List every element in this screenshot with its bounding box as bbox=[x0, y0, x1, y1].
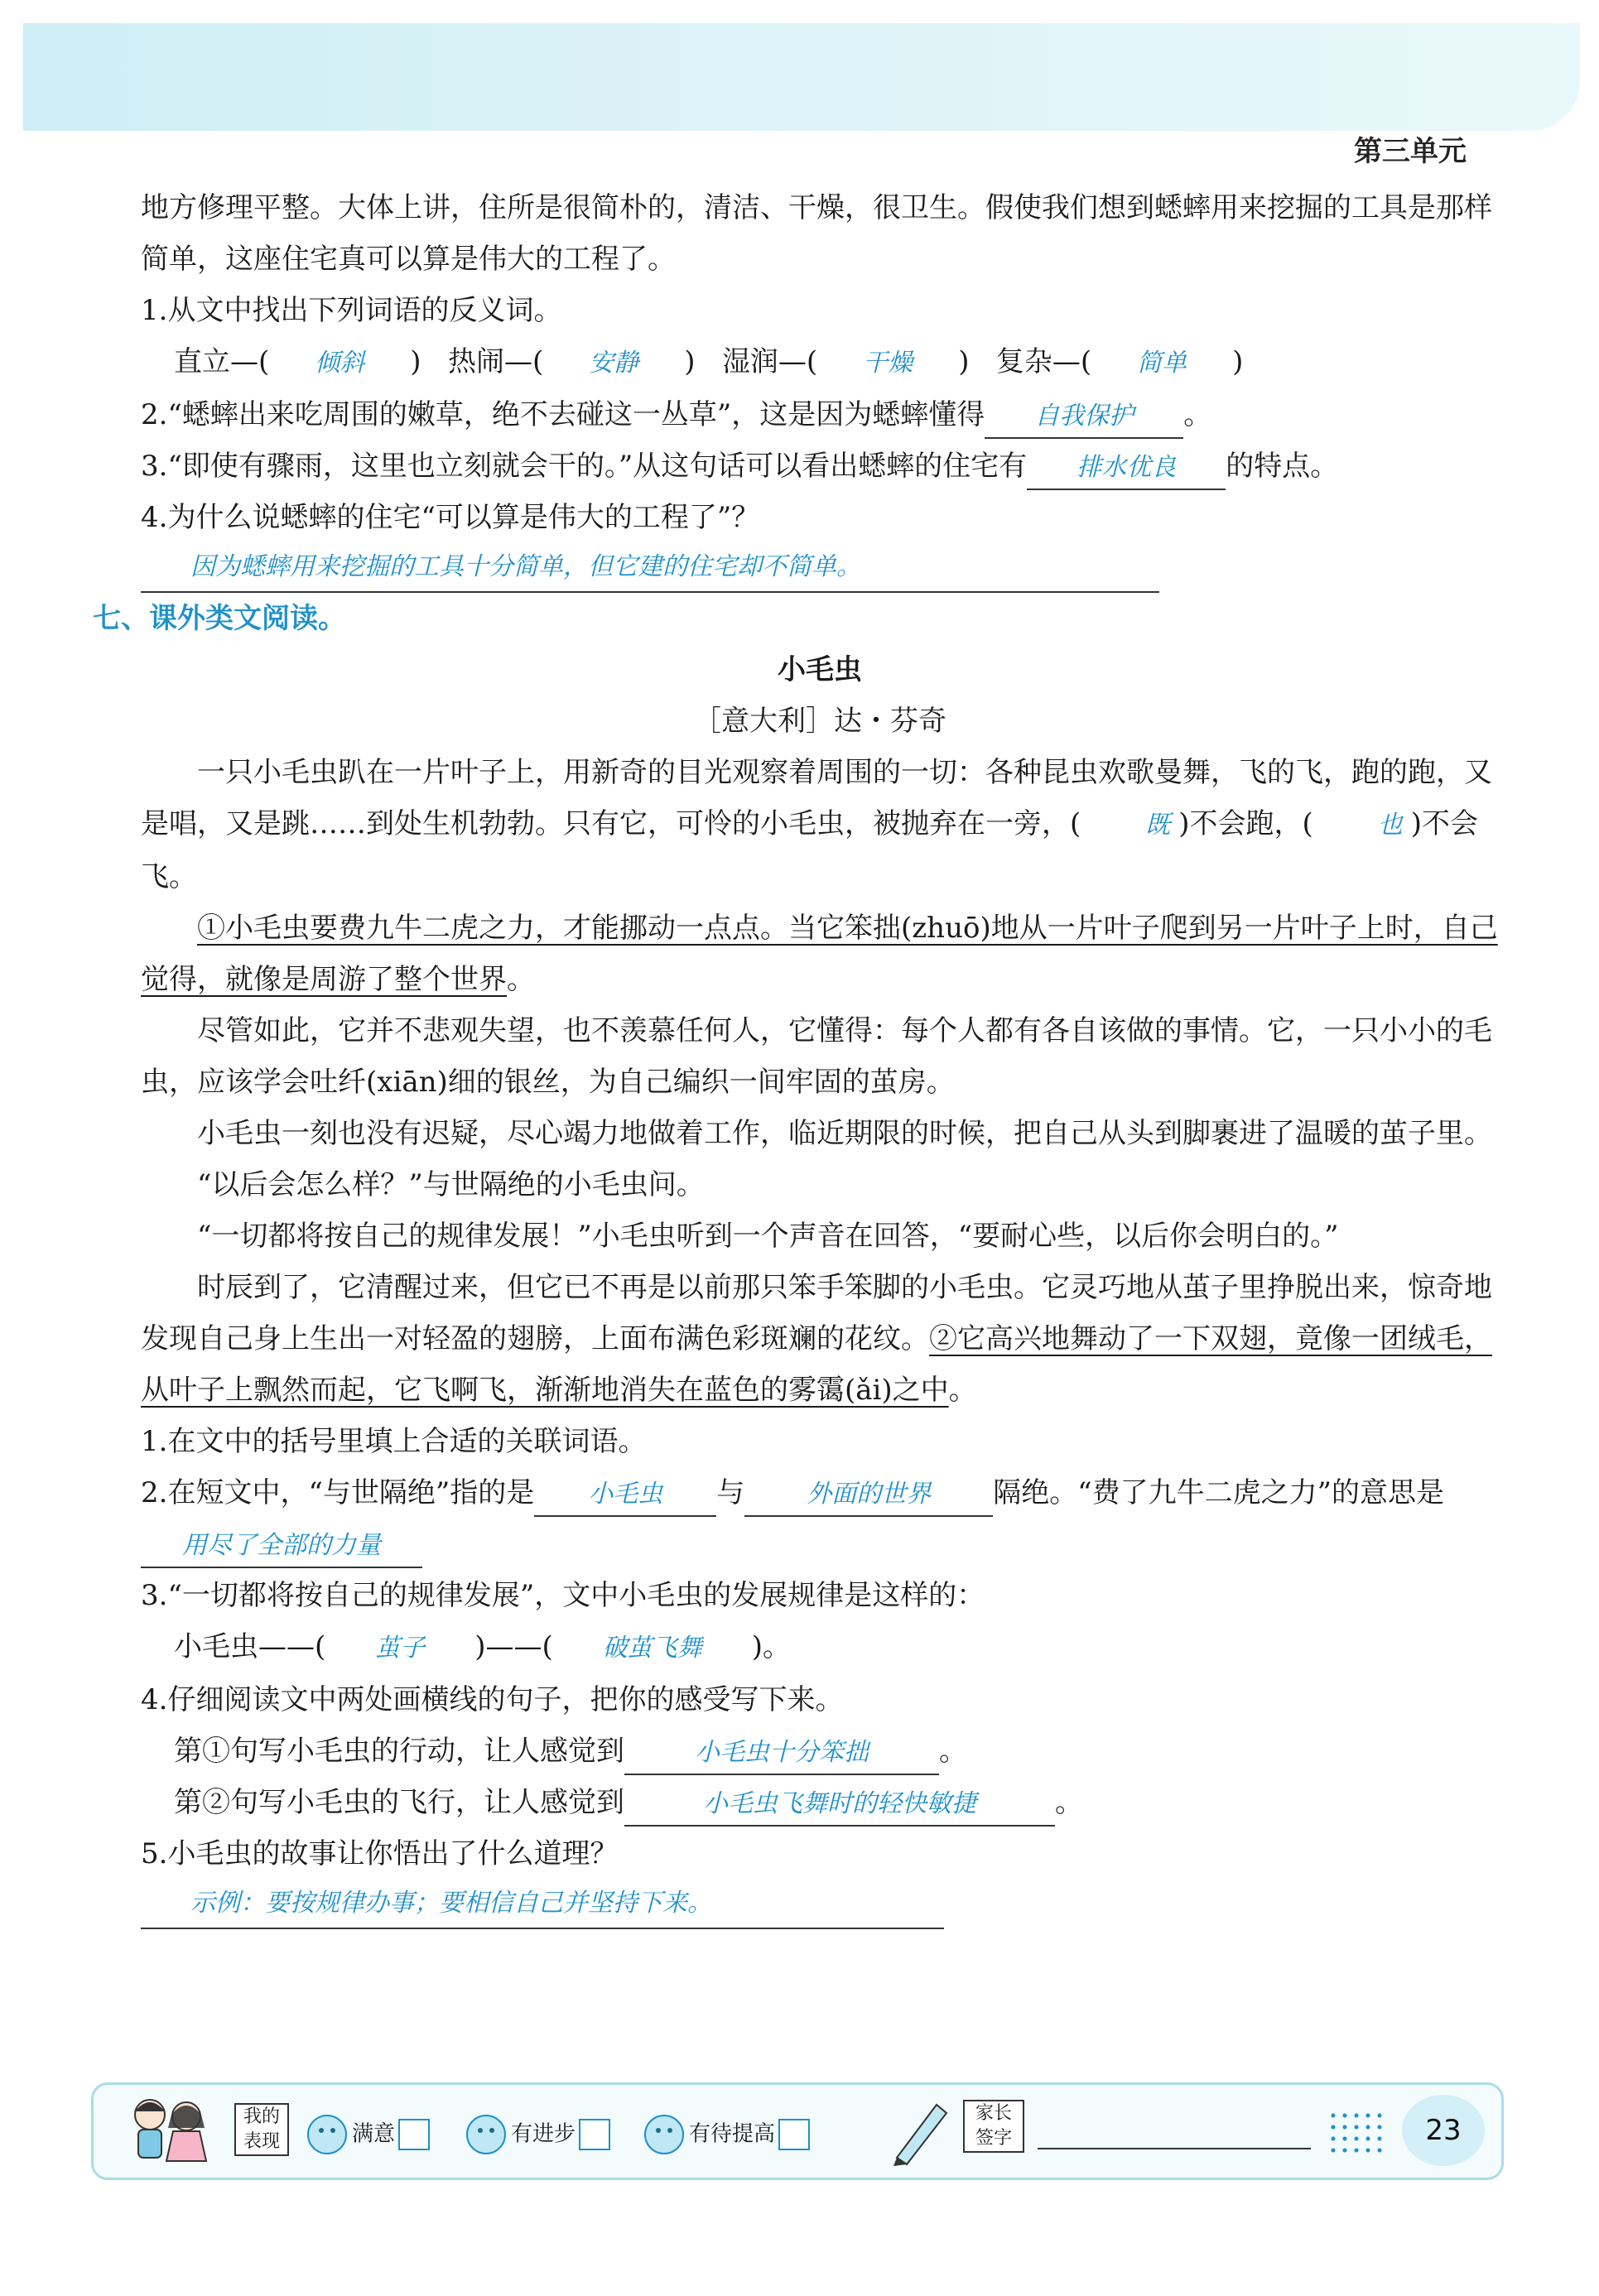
s7-question-3: 3.“一切都将按自己的规律发展”，文中小毛虫的发展规律是这样的： bbox=[141, 1579, 985, 1612]
answer-blank[interactable]: 简单 bbox=[1137, 349, 1187, 378]
answer-blank[interactable]: 外面的世界 bbox=[744, 1474, 993, 1517]
feeling-1: 第①句写小毛虫的行动，让人感觉到 小毛虫十分笨拙 。 bbox=[141, 1726, 1499, 1777]
s7-question-4: 4.仔细阅读文中两处画横线的句子，把你的感受写下来。 bbox=[141, 1683, 844, 1716]
s7-question-2: 2.在短文中，“与世隔绝”指的是 小毛虫 与 外面的世界 隔绝。“费了九牛二虎之力”的意思是用尽了全部的力量 bbox=[141, 1467, 1499, 1570]
question-2: 2.“蟋蟀出来吃周围的嫩草，绝不去碰这一丛草”，这是因为蟋蟀懂得 自我保护 。 bbox=[141, 389, 1499, 440]
underlined-sentence-1: ①小毛虫要费九牛二虎之力，才能挪动一点点。当它笨拙(zhuō)地从一片叶子爬到另一片叶子上时，自己觉得，就像是周游了整个世界 bbox=[141, 912, 1498, 996]
answer-line[interactable]: 示例：要按规律办事；要相信自己并坚持下来。 bbox=[141, 1880, 944, 1929]
worried-face-icon bbox=[644, 2115, 684, 2154]
unit-label: 第三单元 bbox=[1354, 135, 1467, 168]
rating-needs-improvement: 有待提高 bbox=[644, 2115, 810, 2154]
needs-improvement-checkbox[interactable] bbox=[778, 2119, 810, 2150]
section-heading: 七、课外类文阅读。 bbox=[93, 602, 346, 635]
story-title: 小毛虫 bbox=[778, 653, 862, 686]
rating-improved: 有进步 bbox=[466, 2115, 610, 2154]
passage-tail: 地方修理平整。大体上讲，住所是很简朴的，清洁、干燥，很卫生。假使我们想到蟋蟀用来挖掘的工具是那样简单，这座住宅真可以算是伟大的工程了。 bbox=[141, 191, 1492, 276]
answer-blank[interactable]: 倾斜 bbox=[315, 349, 365, 378]
answer-blank[interactable]: 也 bbox=[1377, 811, 1403, 840]
story-paragraph: 尽管如此，它并不悲观失望，也不羡慕任何人，它懂得：每个人都有各自该做的事情。它，一只小小的毛虫，应该学会吐纤(xiān)细的银丝，为自己编织一间牢固的茧房。 bbox=[141, 1014, 1492, 1099]
answer-blank[interactable]: 用尽了全部的力量 bbox=[141, 1525, 422, 1568]
answer-blank[interactable]: 自我保护 bbox=[985, 396, 1183, 439]
story-author: ［意大利］达・芬奇 bbox=[693, 705, 946, 738]
answer-blank[interactable]: 安静 bbox=[589, 349, 639, 378]
story-paragraph: “以后会怎么样？”与世隔绝的小毛虫问。 bbox=[197, 1168, 705, 1201]
story-paragraph: 小毛虫一刻也没有迟疑，尽心竭力地做着工作，临近期限的时候，把自己从头到脚裹进了温暖的茧子里。 bbox=[197, 1117, 1492, 1150]
answer-line[interactable]: 因为蟋蟀用来挖掘的工具十分简单，但它建的住宅却不简单。 bbox=[141, 543, 1159, 593]
answer-blank[interactable]: 排水优良 bbox=[1027, 447, 1226, 490]
feeling-2: 第②句写小毛虫的飞行，让人感觉到 小毛虫飞舞时的轻快敏捷 。 bbox=[141, 1777, 1499, 1828]
s7-question-1: 1.在文中的括号里填上合适的关联词语。 bbox=[141, 1425, 647, 1458]
worksheet-content bbox=[93, 182, 1499, 1929]
question-1: 1.从文中找出下列词语的反义词。 bbox=[141, 294, 562, 327]
question-3: 3.“即使有骤雨，这里也立刻就会干的。”从这句话可以看出蟋蟀的住宅有 排水优良 的特点。 bbox=[141, 440, 1499, 492]
underlined-sentence-2: ②它高兴地舞动了一下双翅，竟像一团绒毛，从叶子上飘然而起，它飞啊飞，渐渐地消失在蓝色的雾霭(ǎi)之中 bbox=[141, 1322, 1492, 1407]
rating-satisfied: 满意 bbox=[307, 2115, 430, 2154]
story-paragraph: “一切都将按自己的规律发展！”小毛虫听到一个声音在回答，“要耐心些，以后你会明白的。” bbox=[197, 1220, 1339, 1253]
my-performance-label: 我的 表现 bbox=[234, 2103, 289, 2156]
dot-pattern bbox=[1327, 2110, 1385, 2154]
answer-blank[interactable]: 小毛虫十分笨拙 bbox=[624, 1732, 939, 1775]
kids-illustration-icon bbox=[118, 2091, 218, 2170]
answer-blank[interactable]: 小毛虫飞舞时的轻快敏捷 bbox=[624, 1783, 1055, 1827]
story-paragraph: ①小毛虫要费九牛二虎之力，才能挪动一点点。当它笨拙(zhuō)地从一片叶子爬到另一片叶子上时，自己觉得，就像是周游了整个世界。 bbox=[141, 912, 1498, 996]
question-4: 4.为什么说蟋蟀的住宅“可以算是伟大的工程了”？ bbox=[141, 501, 760, 534]
smile-face-icon bbox=[307, 2115, 347, 2154]
header-band bbox=[23, 23, 1580, 131]
improved-checkbox[interactable] bbox=[579, 2119, 610, 2150]
answer-blank[interactable]: 小毛虫 bbox=[534, 1474, 716, 1517]
answer-blank[interactable]: 干燥 bbox=[863, 349, 913, 378]
s7-question-5: 5.小毛虫的故事让你悟出了什么道理？ bbox=[141, 1837, 619, 1870]
footer-bar bbox=[91, 2082, 1504, 2180]
parent-signature-line[interactable] bbox=[1038, 2148, 1311, 2149]
satisfied-checkbox[interactable] bbox=[398, 2119, 430, 2150]
page-number: 23 bbox=[1402, 2095, 1485, 2166]
answer-blank[interactable]: 既 bbox=[1145, 811, 1171, 840]
story-paragraph: 一只小毛虫趴在一片叶子上，用新奇的目光观察着周围的一切：各种昆虫欢歌曼舞，飞的飞，跑的跑，又是唱，又是跳……到处生机勃勃。只有它，可怜的小毛虫，被抛弃在一旁，( 既 )不会跑，( 也 )不会飞。 bbox=[141, 756, 1492, 893]
content-face-icon bbox=[466, 2115, 506, 2154]
story-paragraph: 时辰到了，它清醒过来，但它已不再是以前那只笨手笨脚的小毛虫。它灵巧地从茧子里挣脱出来，惊奇地发现自己身上生出一对轻盈的翅膀，上面布满色彩斑斓的花纹。②它高兴地舞动了一下双翅，竟像一团绒毛，从叶子上飘然而起，它飞啊飞，渐渐地消失在蓝色的雾霭(ǎi)之中。 bbox=[141, 1271, 1492, 1407]
answer-blank[interactable]: 破茧飞舞 bbox=[602, 1634, 702, 1663]
development-line: 小毛虫——( 茧子 )——( 破茧飞舞 )。 bbox=[141, 1621, 1499, 1674]
pen-icon bbox=[889, 2096, 955, 2166]
antonym-row: 直立—( 倾斜 ) 热闹—( 安静 ) 湿润—( 干燥 ) 复杂—( 简单 ) bbox=[141, 336, 1499, 389]
answer-blank[interactable]: 茧子 bbox=[375, 1634, 426, 1663]
parent-sign-label: 家长 签字 bbox=[963, 2100, 1024, 2153]
